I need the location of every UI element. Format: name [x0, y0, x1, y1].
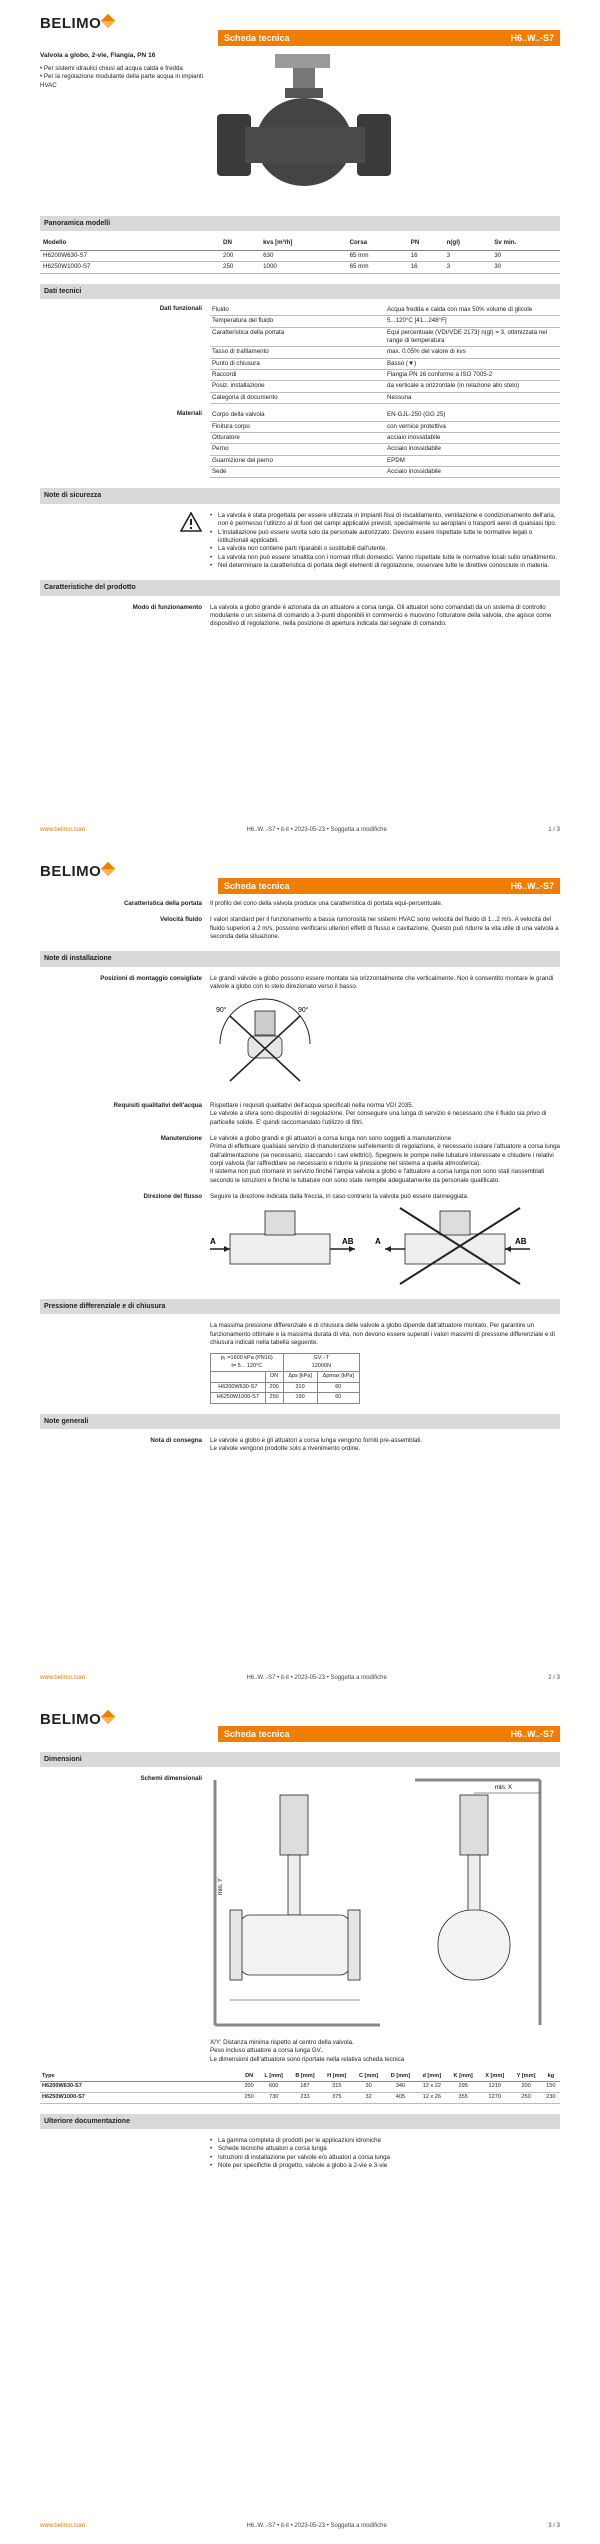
- logo-mark-icon: [101, 14, 115, 28]
- models-table: Modello DN kvs [m³/h] Corsa PN n(gl) Sv min. H6200W630-S7 200 630 65 mm 16 3 30 H6250W1000-S7 250 1000 65 mm 16 3 30: [40, 237, 560, 273]
- safety-notes: [40, 512, 560, 571]
- list-item: Raccordi Flangia PN 16 conforme a ISO 7005-2: [210, 370, 560, 381]
- list-item: • Schede tecniche attuatori a corsa lunga: [210, 2145, 560, 2153]
- belimo-logo: BELIMO: [40, 14, 113, 34]
- angle-left-label: 90°: [216, 1006, 227, 1014]
- website-link[interactable]: www.belimo.com: [40, 2522, 86, 2529]
- list-item: Fluido Acqua fredda e calda con max 50% volume di glicole: [210, 305, 560, 316]
- header-bar: Scheda tecnica H6..W..-S7: [218, 30, 560, 46]
- maintenance: Manutenzione Le valvole a globo grandi e gli attuatori a corsa lunga non sono soggetti a manutenzione Prima di effettuare qualsiasi servizio di manutenzione sull'elemento di regolazione, è necessario isolare l'attuatore a corsa lunga dall'alimentazione (se necessario, staccando i cavi elettrici). Spegnere le pompe nelle tubature interessate e chiudere i relativi corpi valvola (far raffreddare se necessario e ridurre la pressione nel sistema a quella atmosferica). Il sistema non può ritornare in servizio finché l'ampia valvola a globo e l'attuatore a corsa lunga non sono stati riassemblati secondo le istruzioni e finché le tubature non sono state riempite adeguatamente da personale qualificato.: [160, 1135, 560, 1184]
- page-3: [0, 1696, 600, 2544]
- flow-label-a: A: [375, 1236, 381, 1246]
- list-item: Temperatura del fluido 5...120°C [41...248°F]: [210, 316, 560, 327]
- flow-label-ab: AB: [515, 1236, 527, 1246]
- belimo-logo: BELIMO: [40, 862, 113, 882]
- weight-icon: kg: [542, 2072, 560, 2082]
- section-further-docs: Ulteriore documentazione: [40, 2114, 560, 2129]
- section-dimensions: Dimensioni: [40, 1752, 560, 1767]
- product-bullet: • Per la regolazione modulante della parte acqua in impianti HVAC: [40, 73, 204, 89]
- list-item: Categoria di documento Nessuna: [210, 393, 560, 404]
- list-item: • Nel determinare la caratteristica di portata degli elementi di regolazione, osservare tutte le direttive conosciute in materia.: [210, 562, 560, 570]
- website-link[interactable]: www.belimo.com: [40, 1674, 86, 1681]
- website-link[interactable]: www.belimo.com: [40, 826, 86, 833]
- materials-data: Materiali Corpo della valvola EN-GJL-250 (GG 25) Finitura corpo con vernice protettiva Otturatore acciaio inossidabile Perno Acciaio inossidabile Guarnizione del perno EPDM Sede Acciaio inossidabile: [40, 410, 560, 478]
- angle-right-label: 90°: [298, 1006, 309, 1014]
- list-item: • La gamma completa di prodotti per le applicazioni idroniche: [210, 2137, 560, 2145]
- list-item: • Istruzioni di installazione per valvole e/o attuatori a corsa lunga: [210, 2154, 560, 2162]
- section-safety: Note di sicurezza: [40, 488, 560, 503]
- water-quality: Requisiti qualitativi dell'acqua Rispettare i requisiti qualitativi dell'acqua specificati nella norma VDI 2035. Le valvole a sfera sono dispositivi di regolazione. Per conseguire una lunga di servizio è necessario che il fluido sia privo di particelle solide. E' quindi raccomandato l'utilizzo di filtri.: [113, 1101, 547, 1126]
- delivery-note: Nota di consegna Le valvole a globo e gli attuatori a corsa lunga vengono forniti pre-assemblati. Le valvole vengono prodotte solo a rivenimento ordine.: [150, 1436, 423, 1453]
- flow-direction-diagram: [210, 1206, 540, 1286]
- footer: www.belimo.com H6..W..-S7 • it-it • 2023-05-23 • Soggetta a modifiche 1 / 3: [40, 826, 560, 833]
- page-1: [0, 0, 600, 848]
- list-item: Posiz. installazione da verticale a orizzontale (in relazione allo stelo): [210, 381, 560, 392]
- header-bar: Scheda tecnica H6..W..-S7: [218, 1726, 560, 1742]
- list-item: Punto di chiusura Basso (▼): [210, 359, 560, 370]
- product-title: Valvola a globo, 2-vie, Flangia, PN 16 • Per sistemi idraulici chiusi ad acqua calda e fredda • Per la regolazione modulante della parte acqua in impianti HVAC: [40, 52, 210, 90]
- dimension-drawings: Schemi dimensionali min. Y min. X X/Y: Distanza minima rispetto al centro della valvola. Peso incluso attuatore a corsa lunga GV.. Le dimensioni dell'attuatore sono riportate nella relativa scheda tecnica: [40, 1775, 560, 2063]
- dimension-drawing: [210, 1775, 550, 2035]
- list-item: Finitura corpo con vernice protettiva: [210, 422, 560, 433]
- table-row: H6200W630-S7 200 600 187 315 30 340 12 x 22 295 1210 200 150: [40, 2082, 560, 2093]
- mounting-diagram: [210, 996, 320, 1091]
- table-row: H6250W1000-S7 250 1000 65 mm 16 3 30: [40, 262, 560, 273]
- dimensions-table: Type DN L [mm] B [mm] H [mm] C [mm] D [mm] d [mm] K [mm] X [mm] Y [mm] kg H6200W630-S7 200 600 187 315 30 340 12 x 22 295 1210 200 150 H6250W1000-S7 250 730 233 375 32 405 12 x 26 355 1270 250 230: [40, 2072, 560, 2104]
- mounting-positions: Posizioni di montaggio consigliate Le grandi valvole a globo possono essere montate sia orizzontalmente che verticalmente. Non è consentito montare le grandi valvole a globo con lo stelo direzionato verso il basso. 90° 90°: [40, 975, 560, 1094]
- fluid-velocity: Velocità fluido I valori standard per il funzionamento a bassa rumorosità nei sistemi HVAC sono velocità del fluido di 1...2 m/s. A velocità del fluido superiori a 2 m/s, possono verificarsi ulteriori effetti di flusso e cavitazione. Questo può ridurre la vita utile di una valvola a seconda della situazione.: [160, 916, 559, 941]
- pressure-table: p₁ =1600 kPa (PN16) t= 5... 120°C GV..-T 12000N DN Δps [kPa] Δpmax [kPa] H6200W630-S7 200 310 60 H6250W1000-S7 250 190 60: [210, 1353, 360, 1403]
- further-docs: [40, 2137, 560, 2170]
- min-x-label: min. X: [495, 1785, 513, 1792]
- section-general: Note generali: [40, 1414, 560, 1429]
- flow-direction: Direzione del flusso Seguire la direzione indicata dalla freccia, in caso contrario la valvola può essere danneggiata. A AB A AB: [40, 1193, 560, 1289]
- section-tech: Dati tecnici: [40, 284, 560, 299]
- list-item: • La valvola non contiene parti riparabili o sostituibili dall'utente.: [210, 545, 560, 553]
- list-item: Guarnizione del perno EPDM: [210, 456, 560, 467]
- list-item: • La valvola è stata progettata per essere utilizzata in impianti fissi di riscaldamento, ventilazione e condizionamento dell'aria, non è permesso l'utilizzo al di fuori del campi applicativi previsti, specialmente su aeroplani o trasporti aerei di qualsiasi tipo.: [210, 512, 560, 529]
- list-item: Otturatore acciaio inossidabile: [210, 433, 560, 444]
- flow-label-a: A: [210, 1236, 216, 1246]
- page-2: [0, 848, 600, 1696]
- warning-icon: [180, 512, 202, 532]
- list-item: • L'installazione può essere svolta solo da personale autorizzato. Devono essere rispettate tutte le normative legali o istituzionali applicabili.: [210, 529, 560, 546]
- valve-image: [205, 52, 405, 202]
- list-item: • La valvola non può essere smaltita con i normali rifiuti domestici. Vanno rispettate tutte le normative locali sullo smaltimento.: [210, 554, 560, 562]
- list-item: Tasso di trafilamento max. 0.05% del valore di kvs: [210, 347, 560, 358]
- table-row: H6250W1000-S7 250 190 60: [211, 1393, 360, 1403]
- list-item: Sede Acciaio inossidabile: [210, 467, 560, 478]
- pressure-info: La massima pressione differenziale e di chiusura delle valvole a globo dipende dall'attuatore montato. Per garantire un funzionamento ottimale e la massima durata di vita, non devono essere superati i valori massimi di pressione differenziale e di chiusura indicati nella tabella seguente. p₁ =1600 kPa (PN16) t= 5... 120°C GV..-T 12000N DN Δps [kPa] Δpmax [kPa] H6200W630-S7 200 310 60 H6250W1000-S7 250 190 60: [40, 1322, 560, 1403]
- section-models: Panoramica modelli: [40, 216, 560, 231]
- belimo-logo: BELIMO: [40, 1710, 113, 1730]
- list-item: Caratteristica della portata Equi percentuale (VDI/VDE 2173) n(gl) = 3, ottimizzata nel range di temperatura: [210, 328, 560, 348]
- mode-of-operation: Modo di funzionamento La valvola a globo grande è azionata da un attuatore a corsa lunga. Gli attuatori sono comandati da un sistema di controllo modulante o un sistema di comando a 3-punti disponibili in commercio e muovono l'otturatore della valvola, che agisce come dispositivo di regolazione, nella posizione di apertura indicata dal segnale di comando.: [132, 603, 552, 628]
- list-item: Corpo della valvola EN-GJL-250 (GG 25): [210, 410, 560, 421]
- product-bullet: • Per sistemi idraulici chiusi ad acqua calda e fredda: [40, 64, 183, 72]
- list-item: • Note per specifiche di progetto, valvole a globo a 2-vie e 3-vie: [210, 2162, 560, 2170]
- table-row: H6200W630-S7 200 310 60: [211, 1382, 360, 1392]
- min-y-label: min. Y: [218, 1878, 224, 1896]
- logo-mark-icon: [101, 1710, 115, 1724]
- flow-characteristic: Caratteristica della portata Il profilo del cono della valvola produce una caratteristica di portata equi-percentuale.: [123, 900, 443, 907]
- section-features: Caratteristiche del prodotto: [40, 580, 560, 595]
- section-install: Note di installazione: [40, 951, 560, 966]
- section-pressure: Pressione differenziale e di chiusura: [40, 1299, 560, 1314]
- footer: www.belimo.com H6..W..-S7 • it-it • 2023-05-23 • Soggetta a modifiche 2 / 3: [40, 1674, 560, 1681]
- header-bar: Scheda tecnica H6..W..-S7: [218, 878, 560, 894]
- flow-label-ab: AB: [342, 1236, 354, 1246]
- table-row: H6250W1000-S7 250 730 233 375 32 405 12 x 26 355 1270 250 230: [40, 2092, 560, 2103]
- functional-data: Dati funzionali Fluido Acqua fredda e calda con max 50% volume di glicole Temperatura del fluido 5...120°C [41...248°F] Caratteristica della portata Equi percentuale (VDI/VDE 2173) n(gl) = 3, ottimizzata nel range di temperatura Tasso di trafilamento max. 0.05% del valore di kvs Punto di chiusura Basso (▼) Raccordi Flangia PN 16 conforme a ISO 7005-2 Posiz. installazione da verticale a orizzontale (in relazione allo stelo) Categoria di documento Nessuna: [40, 305, 560, 404]
- table-row: H6200W630-S7 200 630 65 mm 16 3 30: [40, 250, 560, 261]
- list-item: Perno Acciaio inossidabile: [210, 444, 560, 455]
- footer: www.belimo.com H6..W..-S7 • it-it • 2023-05-23 • Soggetta a modifiche 3 / 3: [40, 2522, 560, 2529]
- logo-mark-icon: [101, 862, 115, 876]
